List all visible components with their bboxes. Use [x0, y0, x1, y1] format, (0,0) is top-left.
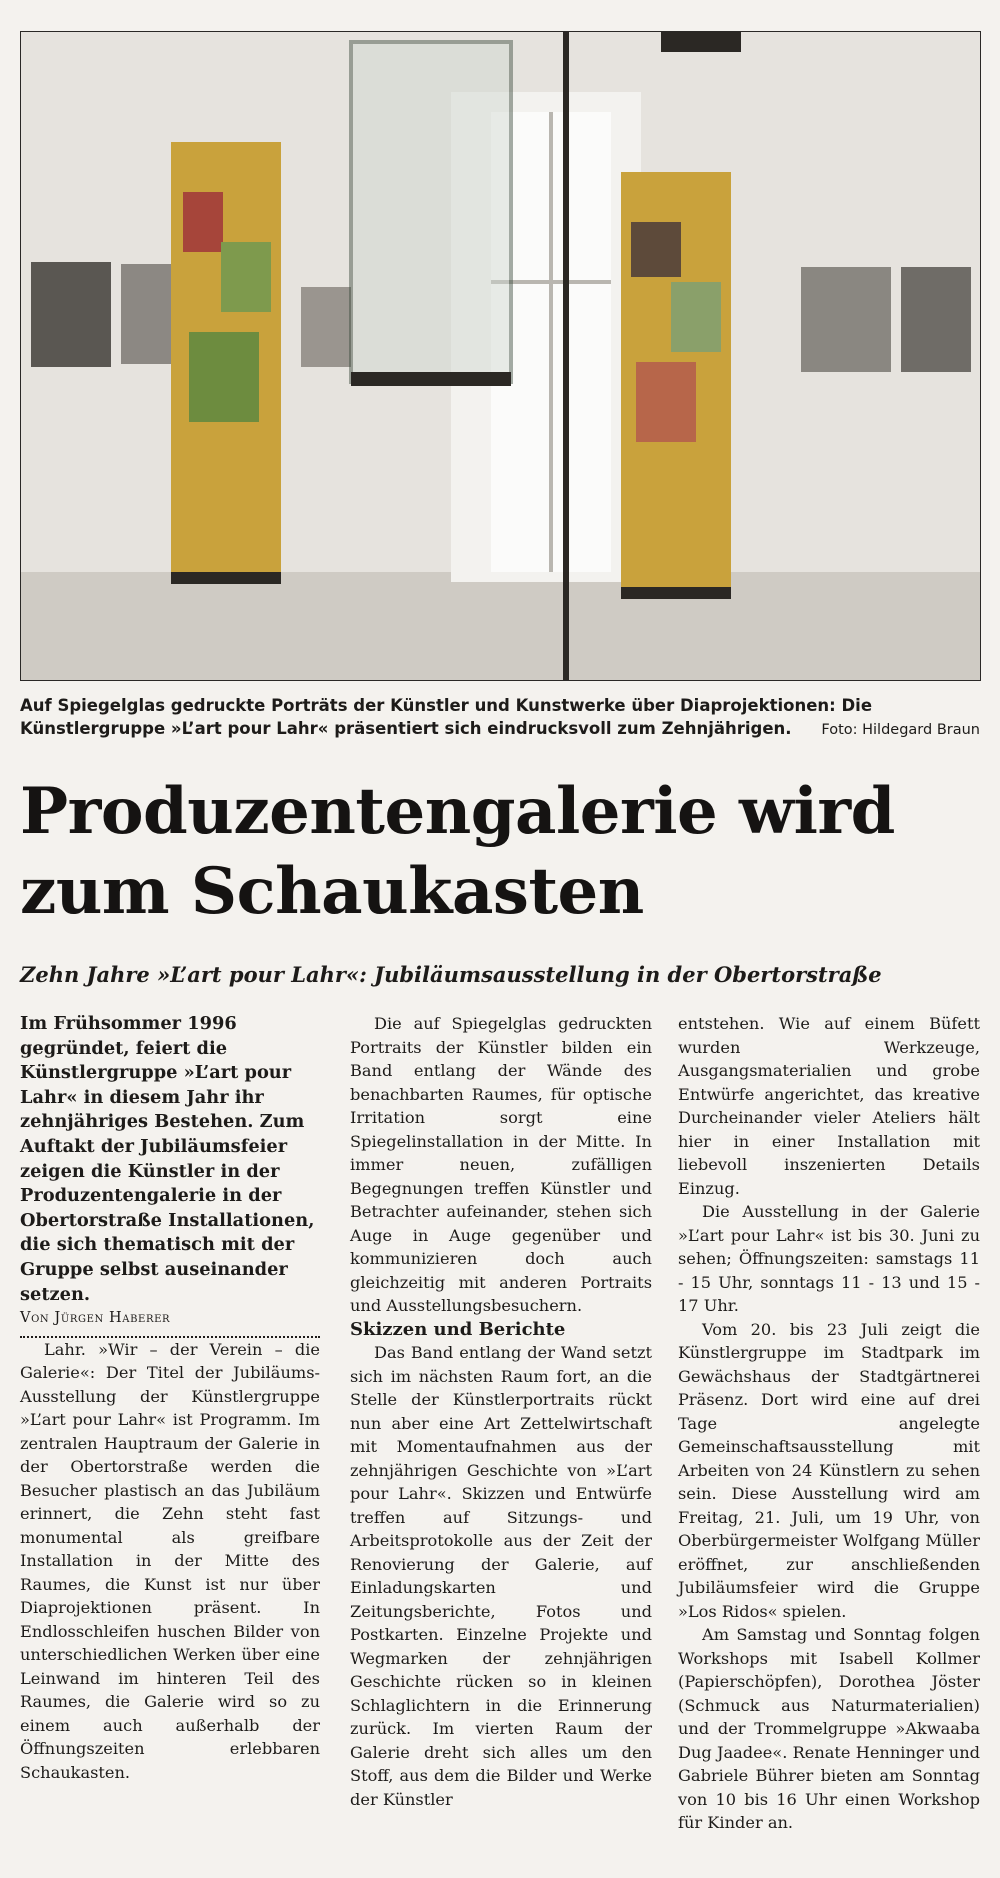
article-column-1 — [20, 1012, 320, 1784]
article-headline: Produzentengalerie wird zum Schaukasten — [20, 774, 895, 929]
photo-credit: Foto: Hildegard Braun — [821, 722, 980, 738]
article-paragraph: Vom 20. bis 23 Juli zeigt die Künstlergruppe im Stadtpark im Gewächshaus der Stadtgärtnerei Präsenz. Dort wird eine auf drei Tage angelegte Gemeinschaftsausstellung mit Arbeiten von 24 Künstlern zu sehen sein. Diese Ausstellung wird am Freitag, 21. Juli, um 19 Uhr, von Oberbürgermeister Wolfgang Müller eröffnet, zur anschließenden Jubiläumsfeier wird die Gruppe »Los Ridos« spielen. — [678, 1319, 980, 1621]
article-paragraph: Das Band entlang der Wand setzt sich im nächsten Raum fort, an die Stelle der Künstlerportraits rückt nun aber eine Art Zettelwirtschaft mit Momentaufnahmen aus der zehnjährigen Geschichte von »L’art pour Lahr«. Skizzen und Entwürfe treffen auf Sitzungs- und Arbeitsprotokolle aus der Zeit der Renovierung der Galerie, auf Einladungskarten und Zeitungsberichte, Fotos und Postkarten. Einzelne Projekte und Wegmarken der zehnjährigen Geschichte rücken so in kleinen Schlaglichtern in die Erinnerung zurück. Im vierten Raum der Galerie dreht sich alles um den Stoff, aus dem die Bilder und Werke der Künstler — [350, 1343, 652, 1809]
section-heading: Skizzen und Berichte — [350, 1318, 566, 1340]
article-paragraph: Die auf Spiegelglas gedruckten Portraits der Künstler bilden ein Band entlang der Wände des benachbarten Raumes, für optische Irritation sorgt eine Spiegelinstallation in der Mitte. In immer neuen, zufälligen Begegnungen treffen Künstler und Betrachter aufeinander, stehen sich Auge in Auge gegenüber und kommunizieren doch auch gleichzeitig mit anderen Portraits und Ausstellungsbesuchern. — [350, 1014, 652, 1315]
caption-text: Auf Spiegelglas gedruckte Porträts der Künstler und Kunstwerke über Diaprojektionen: Die Künstlergruppe »L’art pour Lahr« präsentiert sich eindrucksvoll zum Zehnjährigen. — [20, 696, 873, 738]
photo-caption — [20, 694, 980, 742]
article-subhead: Zehn Jahre »L’art pour Lahr«: Jubiläumsausstellung in der Obertorstraße — [20, 962, 882, 987]
gallery-installation-photo — [21, 32, 980, 680]
article-lead: Im Frühsommer 1996 gegründet, feiert die Künstlergruppe »L’art pour Lahr« in diesem Jahr ihr zehnjähriges Bestehen. Zum Auftakt der Jubiläumsfeier zeigen die Künstler in der Produzentengalerie in der Obertorstraße Installationen, die sich thematisch mit der Gruppe selbst auseinander setzen. — [20, 1013, 315, 1305]
article-paragraph: Am Samstag und Sonntag folgen Workshops mit Isabell Kollmer (Papierschöpfen), Dorothea Jöster (Schmuck aus Naturmaterialien) und der Trommelgruppe »Akwaaba Dug Jaadee«. Renate Henninger und Gabriele Bührer bieten am Sonntag von 10 bis 16 Uhr einen Workshop für Kinder an. — [678, 1625, 980, 1832]
article-paragraph: Lahr. »Wir – der Verein – die Galerie«: Der Titel der Jubiläums-Ausstellung der Künstlergruppe »L’art pour Lahr« ist Programm. Im zentralen Hauptraum der Galerie in der Obertorstraße werden die Besucher plastisch an das Jubiläum erinnert, die Zehn steht fast monumental als greifbare Installation in der Mitte des Raumes, die Kunst ist nur über Diaprojektionen präsent. In Endlosschleifen huschen Bilder von unterschiedlichen Werken über eine Leinwand im hinteren Teil des Raumes, die Galerie wird so zu einem auch außerhalb der Öffnungszeiten erlebbaren Schaukasten. — [20, 1339, 320, 1782]
article-photo — [20, 31, 981, 681]
article-byline: Von Jürgen Haberer — [20, 1307, 320, 1338]
article-paragraph: Die Ausstellung in der Galerie »L’art pour Lahr« ist bis 30. Juni zu sehen; Öffnungszeiten: samstags 11 - 15 Uhr, sonntags 11 - 13 und 15 - 17 Uhr. — [678, 1202, 980, 1315]
article-paragraph: entstehen. Wie auf einem Büfett wurden Werkzeuge, Ausgangsmaterialien und grobe Entwürfe angerichtet, das kreative Durcheinander vieler Ateliers hält hier in einer Installation mit liebevoll inszenierten Details Einzug. — [678, 1014, 980, 1198]
article-column-2 — [350, 1012, 652, 1811]
article-column-3 — [678, 1012, 980, 1835]
